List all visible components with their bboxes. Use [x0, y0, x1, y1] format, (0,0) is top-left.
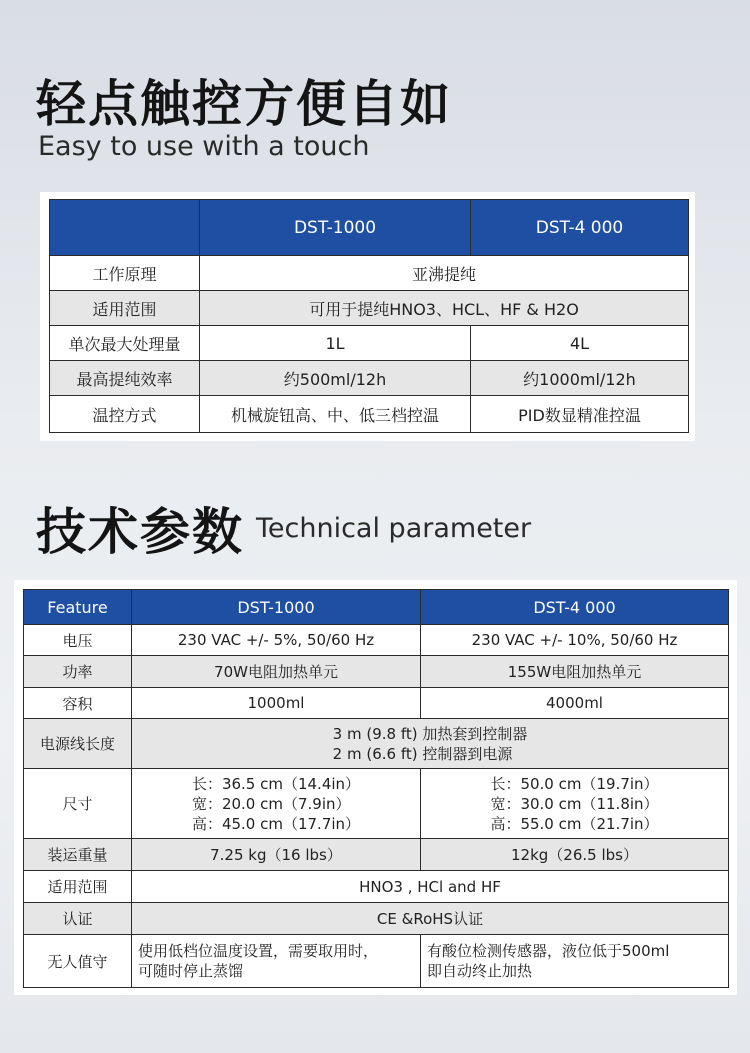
table-row — [24, 719, 729, 769]
tech-params-table — [23, 589, 729, 988]
row-value-dst1000: 1000ml — [132, 688, 421, 719]
row-label: 温控方式 — [50, 396, 200, 433]
unattended-line: 有酸位检测传感器，液位低于500ml — [427, 942, 670, 960]
size-line: 高：45.0 cm（17.7in） — [191, 814, 361, 833]
size-lines — [490, 774, 658, 834]
row-label: 尺寸 — [24, 769, 132, 839]
unattended-line: 可随时停止蒸馏 — [138, 962, 244, 980]
row-value-dst4000: 12kg（26.5 lbs） — [421, 839, 729, 871]
table-header-row — [24, 590, 729, 625]
row-label: 工作原理 — [50, 256, 200, 291]
row-label: 装运重量 — [24, 839, 132, 871]
row-value-dst4000: PID数显精准控温 — [471, 396, 689, 433]
row-value-merged — [132, 719, 729, 769]
table-header-row — [50, 200, 689, 256]
table-row — [24, 839, 729, 871]
row-value-dst1000: 1L — [200, 326, 471, 361]
row-value-dst4000: 4L — [471, 326, 689, 361]
comparison-table — [49, 199, 689, 433]
size-line: 长：36.5 cm（14.4in） — [191, 774, 361, 793]
row-label: 单次最大处理量 — [50, 326, 200, 361]
row-value-dst1000: 70W电阻加热单元 — [132, 656, 421, 688]
row-value-merged: HNO3 , HCl and HF — [132, 871, 729, 903]
unattended-line: 即自动终止加热 — [427, 962, 533, 980]
row-value-dst1000: 机械旋钮高、中、低三档控温 — [200, 396, 471, 433]
row-value-dst4000 — [421, 935, 729, 988]
row-value-dst1000: 230 VAC +/- 5%, 50/60 Hz — [132, 625, 421, 656]
table-row — [50, 396, 689, 433]
table-row — [50, 291, 689, 326]
table-row — [50, 256, 689, 291]
row-value-dst1000: 约500ml/12h — [200, 361, 471, 396]
table-row — [24, 903, 729, 935]
header-cell-empty — [50, 200, 200, 256]
table-row — [24, 656, 729, 688]
header-cell-dst1000: DST-1000 — [132, 590, 421, 625]
row-label: 适用范围 — [24, 871, 132, 903]
section1-title: 轻点触控方便自如 — [36, 75, 452, 133]
size-line: 长：50.0 cm（19.7in） — [490, 774, 659, 793]
row-label: 电源线长度 — [24, 719, 132, 769]
table-row — [24, 769, 729, 839]
section2-subtitle: Technical parameter — [256, 513, 532, 544]
row-value-dst4000 — [421, 769, 729, 839]
row-label: 适用范围 — [50, 291, 200, 326]
row-label: 电压 — [24, 625, 132, 656]
row-value-dst4000: 230 VAC +/- 10%, 50/60 Hz — [421, 625, 729, 656]
table-row — [24, 625, 729, 656]
cord-line: 2 m (6.6 ft) 控制器到电源 — [332, 744, 513, 763]
table-row — [24, 871, 729, 903]
cord-lines — [333, 724, 528, 764]
section2-title: 技术参数 — [36, 503, 244, 561]
size-line: 宽：20.0 cm（7.9in） — [191, 794, 351, 813]
row-value-dst4000: 约1000ml/12h — [471, 361, 689, 396]
row-value-merged: 可用于提纯HNO3、HCL、HF & H2O — [200, 291, 689, 326]
row-label: 功率 — [24, 656, 132, 688]
size-line: 宽：30.0 cm（11.8in） — [490, 794, 659, 813]
row-value-dst4000: 4000ml — [421, 688, 729, 719]
row-value-dst1000 — [132, 935, 421, 988]
header-cell-dst1000: DST-1000 — [200, 200, 471, 256]
row-value-dst4000: 155W电阻加热单元 — [421, 656, 729, 688]
header-cell-feature: Feature — [24, 590, 132, 625]
table-row — [50, 361, 689, 396]
table-row — [24, 935, 729, 988]
size-lines — [192, 774, 360, 834]
row-value-merged: CE &RoHS认证 — [132, 903, 729, 935]
table-row — [50, 326, 689, 361]
header-cell-dst4000: DST-4 000 — [471, 200, 689, 256]
row-label: 最高提纯效率 — [50, 361, 200, 396]
section1-subtitle: Easy to use with a touch — [38, 131, 370, 162]
row-label: 容积 — [24, 688, 132, 719]
header-cell-dst4000: DST-4 000 — [421, 590, 729, 625]
cord-line: 3 m (9.8 ft) 加热套到控制器 — [332, 724, 528, 743]
row-value-dst1000: 7.25 kg（16 lbs） — [132, 839, 421, 871]
row-label: 认证 — [24, 903, 132, 935]
row-value-merged: 亚沸提纯 — [200, 256, 689, 291]
unattended-line: 使用低档位温度设置，需要取用时， — [138, 942, 379, 960]
row-value-dst1000 — [132, 769, 421, 839]
table-row — [24, 688, 729, 719]
row-label: 无人值守 — [24, 935, 132, 988]
size-line: 高：55.0 cm（21.7in） — [490, 814, 659, 833]
